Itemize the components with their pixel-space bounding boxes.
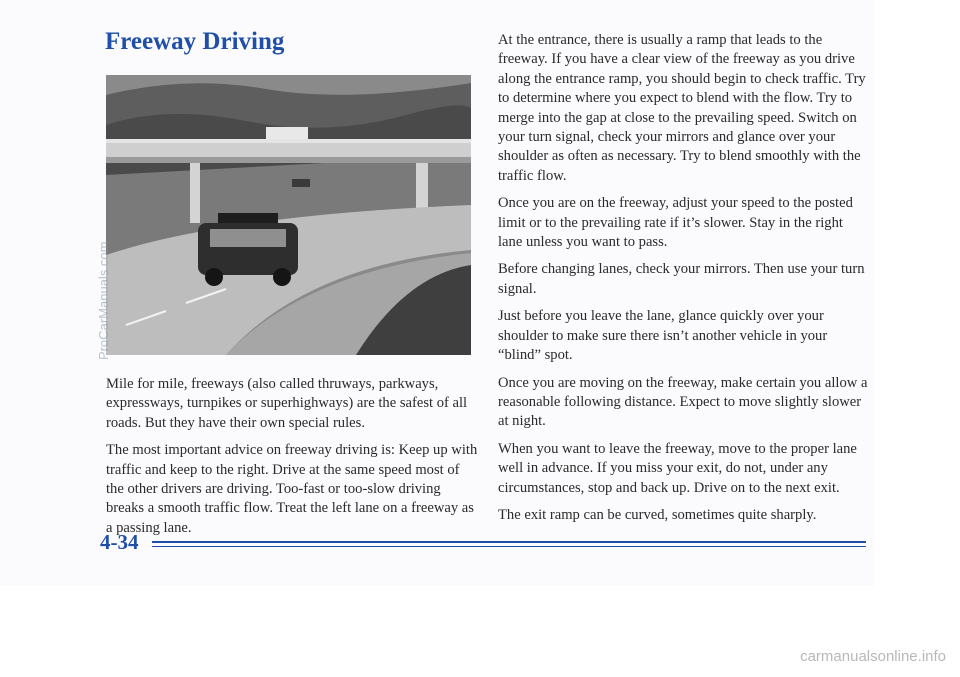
paragraph: The most important advice on freeway driving is: Keep up with traffic and keep to the right. Drive at the same speed most of the other drivers are driving. Too-fast or too-slow driving breaks a smooth traffic flow. Treat the left lane on a freeway as a passing lane. (106, 442, 478, 536)
paragraph: Once you are on the freeway, adjust your speed to the posted limit or to the prevailing rate if it’s slower. Stay in the right lane unless you want to pass. (498, 195, 853, 251)
freeway-illustration (106, 75, 471, 355)
roof-rack (218, 213, 278, 223)
paragraph: Mile for mile, freeways (also called thruways, parkways, expressways, turnpikes or superhighways) are the safest of all roads. But they have their own special rules. (106, 376, 468, 431)
station-wagon-window (210, 229, 286, 247)
footer-rule-thin (152, 546, 866, 547)
footer-rule (152, 541, 866, 543)
page-number: 4-34 (100, 530, 139, 554)
overpass-rail (106, 139, 471, 143)
bridge-pillar-left (190, 163, 200, 223)
overpass-deck (106, 143, 471, 157)
paragraph: When you want to leave the freeway, move to the proper lane well in advance. If you miss your exit, do not, under any circumstances, stop and back up. Drive on to the next exit. (498, 440, 857, 496)
overpass-beam (106, 157, 471, 163)
right-column (498, 31, 870, 533)
paragraph: Before changing lanes, check your mirrors. Then use your turn signal. (498, 261, 865, 297)
car-wheel-left (205, 268, 223, 286)
truck-on-bridge (266, 127, 308, 139)
bottom-watermark: carmanualsonline.info (800, 648, 946, 665)
distant-car (292, 179, 310, 187)
paragraph: At the entrance, there is usually a ramp that leads to the freeway. If you have a clear view of the freeway as you drive along the entrance ramp, you should begin to check traffic. Try to determine where you expect to blend with the flow. Try to merge into the gap at close to the prevailing speed. Switch on your turn signal, check your mirrors and glance over your shoulder as often as necessary. Try to blend smoothly with the traffic flow. (498, 32, 866, 184)
left-column (106, 375, 478, 546)
paragraph: Once you are moving on the freeway, make certain you allow a reasonable following distance. Expect to move slightly slower at night. (498, 374, 868, 430)
side-watermark: ProCarManuals.com (96, 241, 111, 360)
page-footer (100, 530, 866, 556)
paragraph: The exit ramp can be curved, sometimes quite sharply. (498, 506, 817, 523)
paragraph: Just before you leave the lane, glance quickly over your shoulder to make sure there isn’t another vehicle in your “blind” spot. (498, 308, 828, 364)
page-title: Freeway Driving (105, 28, 285, 55)
car-wheel-right (273, 268, 291, 286)
freeway-illustration-svg (106, 75, 471, 355)
